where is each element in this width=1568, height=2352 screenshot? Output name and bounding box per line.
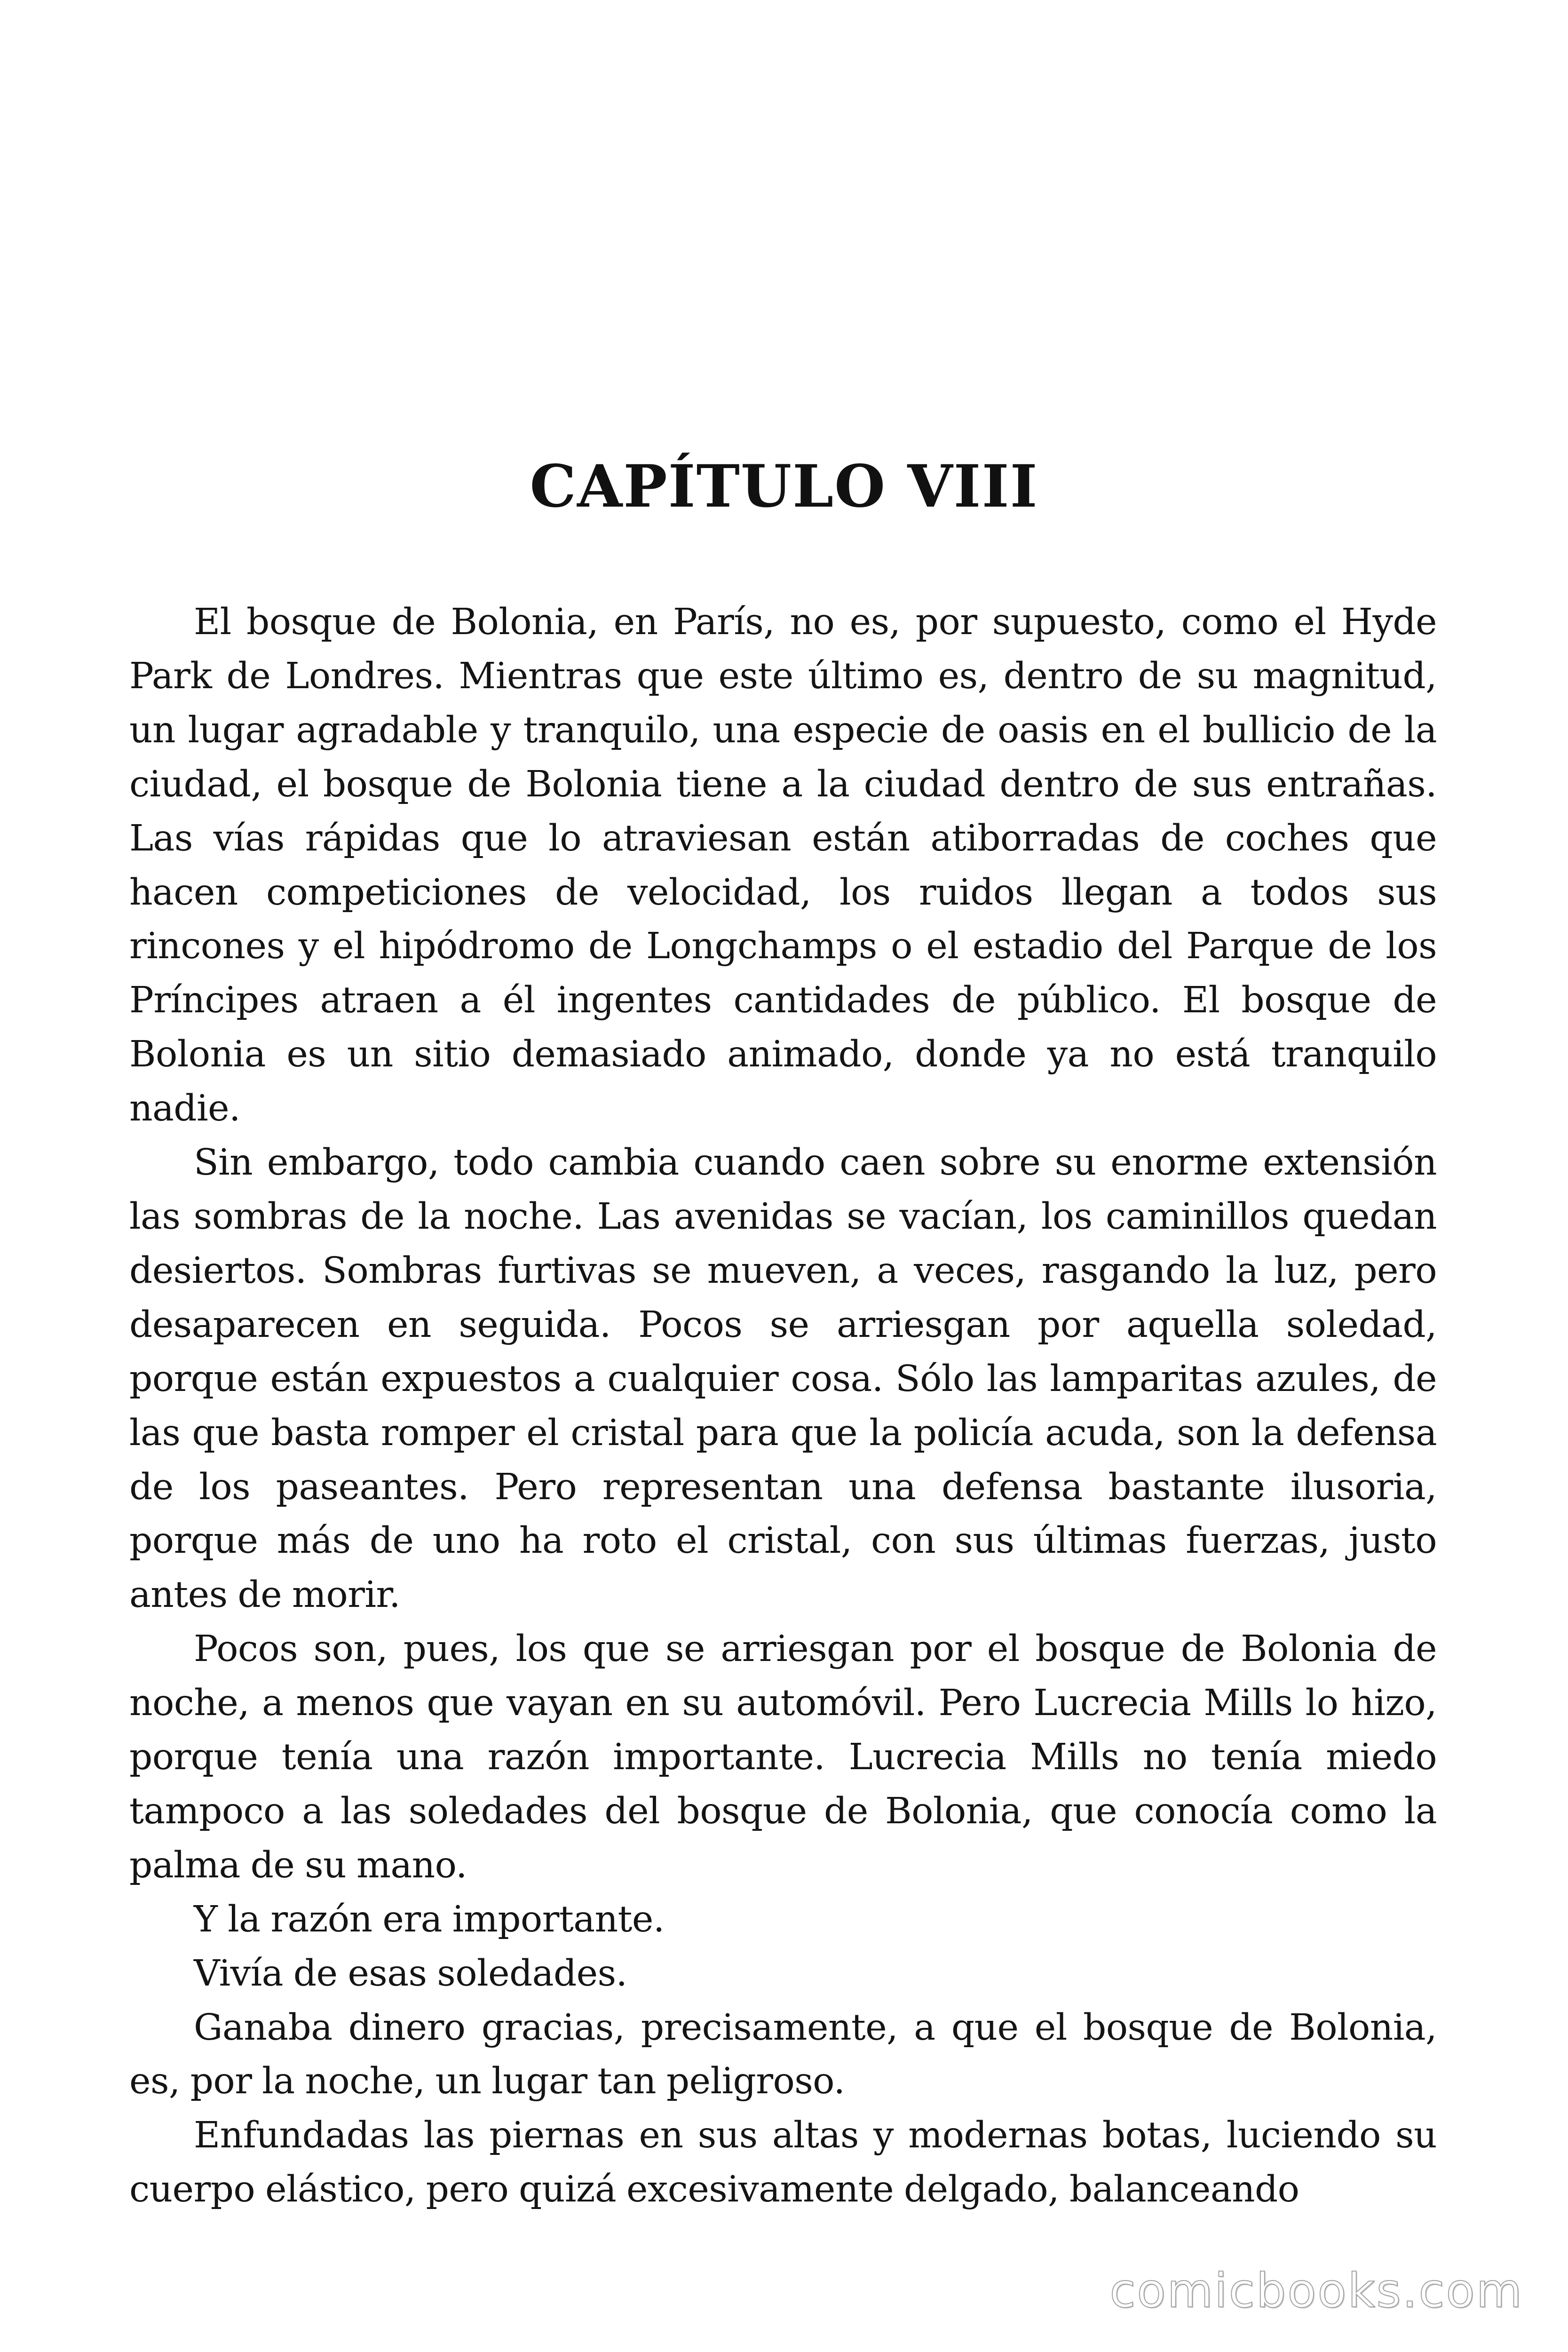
paragraph-2: Sin embargo, todo cambia cuando caen sobre su enorme extensión las sombras de la noche. Las avenidas se vacían, los caminillos quedan desiertos. Sombras furtivas se mueven, a veces, rasgando la luz, pero desaparecen en seguida. Pocos se arriesgan por aquella soledad, porque están expuestos a cualquier cosa. Sólo las lamparitas azules, de las que basta romper el cristal para que la policía acuda, son la defensa de los paseantes. Pero representan una defensa bastante ilusoria, porque más de uno ha roto el cristal, con sus últimas fuerzas, justo antes de morir.	[129, 1142, 1437, 1616]
paragraph-1: El bosque de Bolonia, en París, no es, por supuesto, como el Hyde Park de Londres. Mientras que este último es, dentro de su magnitud, un lugar agradable y tranquilo, una especie de oasis en el bullicio de la ciudad, el bosque de Bolonia tiene a la ciudad dentro de sus entrañas. Las vías rápidas que lo atraviesan están atiborradas de coches que hacen competiciones de velocidad, los ruidos llegan a todos sus rincones y el hipódromo de Longchamps o el estadio del Parque de los Príncipes atraen a él ingentes cantidades de público. El bosque de Bolonia es un sitio demasiado animado, donde ya no está tranquilo nadie.	[129, 601, 1437, 1130]
watermark-logo: comicbooks.com	[1109, 2263, 1523, 2318]
paragraph-4: Y la razón era importante.	[194, 1898, 665, 1940]
paragraph-5: Vivía de esas soledades.	[194, 1952, 627, 1994]
chapter-body	[129, 596, 1437, 2217]
paragraph-7: Enfundadas las piernas en sus altas y modernas botas, luciendo su cuerpo elástico, pero quizá excesivamente delgado, balanceando	[129, 2114, 1437, 2211]
paragraph-3: Pocos son, pues, los que se arriesgan por el bosque de Bolonia de noche, a menos que vayan en su automóvil. Pero Lucrecia Mills lo hizo, porque tenía una razón importante. Lucrecia Mills no tenía miedo tampoco a las soledades del bosque de Bolonia, que conocía como la palma de su mano.	[129, 1628, 1437, 1886]
chapter-title: CAPÍTULO VIII	[530, 453, 1038, 521]
paragraph-6: Ganaba dinero gracias, precisamente, a que el bosque de Bolonia, es, por la noche, un lugar tan peligroso.	[129, 2006, 1437, 2103]
